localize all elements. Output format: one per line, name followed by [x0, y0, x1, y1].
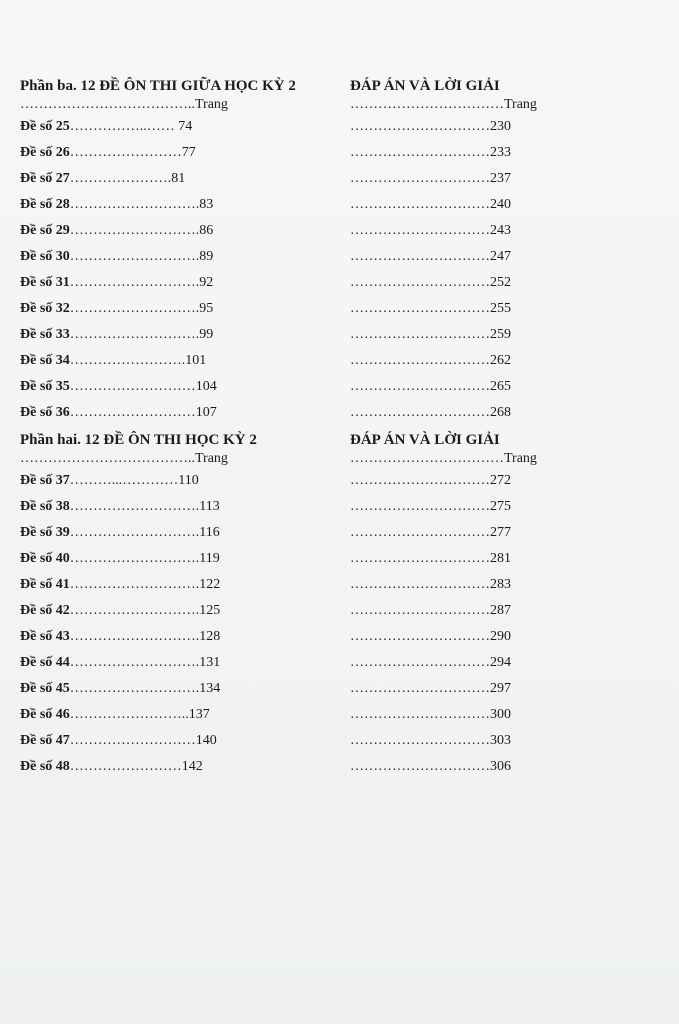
toc-entry: [20, 244, 320, 270]
entry-label: Đề số 41: [20, 577, 70, 592]
entry-label: Đề số 27: [20, 171, 70, 186]
entry-leader: ……………………….: [69, 629, 200, 644]
part-hai-title: Phần hai. 12 ĐỀ ÔN THI HỌC KỲ 2: [20, 432, 257, 448]
dap-an-1-trang-header: ……………………………Trang: [350, 97, 537, 112]
entry-page-number: 122: [199, 577, 221, 592]
toc-entry: [20, 270, 320, 296]
toc-entry: [20, 702, 320, 728]
entry-leader: ……………………….: [69, 525, 200, 540]
entry-label: Đề số 38: [20, 499, 70, 514]
toc-entry: [20, 754, 320, 780]
dap-an-1-list: [350, 114, 550, 426]
entry-leader: ………...…………: [69, 473, 179, 488]
entry-label: Đề số 32: [20, 301, 70, 316]
left-column: [20, 76, 320, 780]
entry-label: Đề số 31: [20, 275, 70, 290]
toc-entry: [20, 192, 320, 218]
entry-page-number: 101: [185, 353, 207, 368]
entry-label: Đề số 34: [20, 353, 70, 368]
entry-leader: …………………….: [69, 353, 186, 368]
part-ba-list: [20, 114, 320, 426]
answer-page-entry: …………………………272: [350, 473, 511, 488]
entry-leader: ……………………….: [69, 603, 200, 618]
toc-entry: [20, 400, 320, 426]
toc-entry: [20, 598, 320, 624]
answer-page-entry: …………………………255: [350, 301, 511, 316]
part-ba-trang-header: ………………………………..Trang: [20, 97, 228, 112]
dap-an-2-trang-header: ……………………………Trang: [350, 451, 537, 466]
entry-leader: ………………….: [69, 171, 172, 186]
part-ba-title: Phần ba. 12 ĐỀ ÔN THI GIỮA HỌC KỲ 2: [20, 78, 296, 94]
answer-page-entry: …………………………240: [350, 197, 511, 212]
entry-label: Đề số 45: [20, 681, 70, 696]
entry-label: Đề số 39: [20, 525, 70, 540]
toc-entry: [20, 650, 320, 676]
answer-page-entry: …………………………306: [350, 759, 511, 774]
entry-label: Đề số 43: [20, 629, 70, 644]
entry-leader: ……………………..: [69, 707, 189, 722]
entry-page-number: 81: [171, 171, 186, 186]
dap-an-2-list: [350, 468, 550, 780]
toc-entry: [20, 218, 320, 244]
answer-page-entry: …………………………303: [350, 733, 511, 748]
answer-page-entry: …………………………277: [350, 525, 511, 540]
answer-page-entry: …………………………233: [350, 145, 511, 160]
entry-page-number: 77: [181, 145, 196, 160]
entry-label: Đề số 44: [20, 655, 70, 670]
entry-page-number: 137: [188, 707, 210, 722]
answer-page-entry: …………………………259: [350, 327, 511, 342]
toc-entry: [20, 572, 320, 598]
entry-page-number: 89: [199, 249, 214, 264]
entry-page-number: 83: [199, 197, 214, 212]
dap-an-2-title: ĐÁP ÁN VÀ LỜI GIẢI: [350, 432, 500, 448]
answer-page-entry: …………………………247: [350, 249, 511, 264]
entry-label: Đề số 35: [20, 379, 70, 394]
answer-page-entry: …………………………294: [350, 655, 511, 670]
entry-label: Đề số 46: [20, 707, 70, 722]
answer-page-entry: …………………………281: [350, 551, 511, 566]
entry-page-number: 107: [195, 405, 217, 420]
entry-leader: ……………………….: [69, 327, 200, 342]
entry-label: Đề số 28: [20, 197, 70, 212]
entry-label: Đề số 25: [20, 119, 70, 134]
entry-leader: ……………………: [69, 145, 182, 160]
answer-page-entry: …………………………290: [350, 629, 511, 644]
entry-label: Đề số 33: [20, 327, 70, 342]
part-hai-trang-header: ………………………………..Trang: [20, 451, 228, 466]
entry-leader: ……………………: [69, 759, 182, 774]
entry-page-number: 99: [199, 327, 214, 342]
entry-label: Đề số 36: [20, 405, 70, 420]
entry-page-number: 140: [195, 733, 217, 748]
entry-label: Đề số 42: [20, 603, 70, 618]
toc-entry: [20, 140, 320, 166]
entry-page-number: 116: [199, 525, 220, 540]
entry-leader: ……………………….: [69, 223, 200, 238]
toc-entry: [20, 494, 320, 520]
entry-leader: ……………………….: [69, 655, 200, 670]
entry-page-number: 142: [181, 759, 203, 774]
toc-entry: [20, 322, 320, 348]
entry-page-number: 92: [199, 275, 214, 290]
entry-label: Đề số 30: [20, 249, 70, 264]
entry-leader: ……………..……: [69, 119, 175, 134]
entry-leader: ……………………….: [69, 681, 200, 696]
entry-page-number: 128: [199, 629, 221, 644]
entry-leader: ……………………….: [69, 551, 200, 566]
entry-label: Đề số 37: [20, 473, 70, 488]
answer-page-entry: …………………………275: [350, 499, 511, 514]
entry-page-number: 134: [199, 681, 221, 696]
entry-label: Đề số 26: [20, 145, 70, 160]
toc-entry: [20, 624, 320, 650]
toc-entry: [20, 374, 320, 400]
entry-leader: ……………………….: [69, 275, 200, 290]
entry-leader: ………………………: [69, 405, 196, 420]
toc-entry: [20, 676, 320, 702]
toc-entry: [20, 114, 320, 140]
answer-page-entry: …………………………237: [350, 171, 511, 186]
entry-leader: ………………………: [69, 379, 196, 394]
entry-label: Đề số 29: [20, 223, 70, 238]
answer-page-entry: …………………………268: [350, 405, 511, 420]
answer-page-entry: …………………………252: [350, 275, 511, 290]
entry-page-number: 104: [195, 379, 217, 394]
entry-page-number: 74: [174, 119, 193, 134]
entry-page-number: 113: [199, 499, 220, 514]
right-column: [350, 76, 550, 780]
answer-page-entry: …………………………287: [350, 603, 511, 618]
entry-leader: ……………………….: [69, 197, 200, 212]
toc-entry: [20, 546, 320, 572]
answer-page-entry: …………………………283: [350, 577, 511, 592]
entry-leader: ……………………….: [69, 577, 200, 592]
entry-page-number: 125: [199, 603, 221, 618]
part-hai-list: [20, 468, 320, 780]
answer-page-entry: …………………………230: [350, 119, 511, 134]
answer-page-entry: …………………………300: [350, 707, 511, 722]
toc-entry: [20, 520, 320, 546]
toc-entry: [20, 348, 320, 374]
answer-page-entry: …………………………297: [350, 681, 511, 696]
toc-entry: [20, 728, 320, 754]
entry-page-number: 131: [199, 655, 221, 670]
entry-leader: ………………………: [69, 733, 196, 748]
entry-page-number: 86: [199, 223, 214, 238]
entry-page-number: 95: [199, 301, 214, 316]
toc-entry: [20, 296, 320, 322]
entry-label: Đề số 47: [20, 733, 70, 748]
entry-page-number: 119: [199, 551, 220, 566]
entry-label: Đề số 40: [20, 551, 70, 566]
dap-an-1-title: ĐÁP ÁN VÀ LỜI GIẢI: [350, 78, 500, 94]
entry-leader: ……………………….: [69, 499, 200, 514]
entry-leader: ……………………….: [69, 249, 200, 264]
entry-page-number: 110: [178, 473, 199, 488]
toc-entry: [20, 166, 320, 192]
entry-label: Đề số 48: [20, 759, 70, 774]
entry-leader: ……………………….: [69, 301, 200, 316]
toc-entry: [20, 468, 320, 494]
answer-page-entry: …………………………262: [350, 353, 511, 368]
answer-page-entry: …………………………243: [350, 223, 511, 238]
answer-page-entry: …………………………265: [350, 379, 511, 394]
